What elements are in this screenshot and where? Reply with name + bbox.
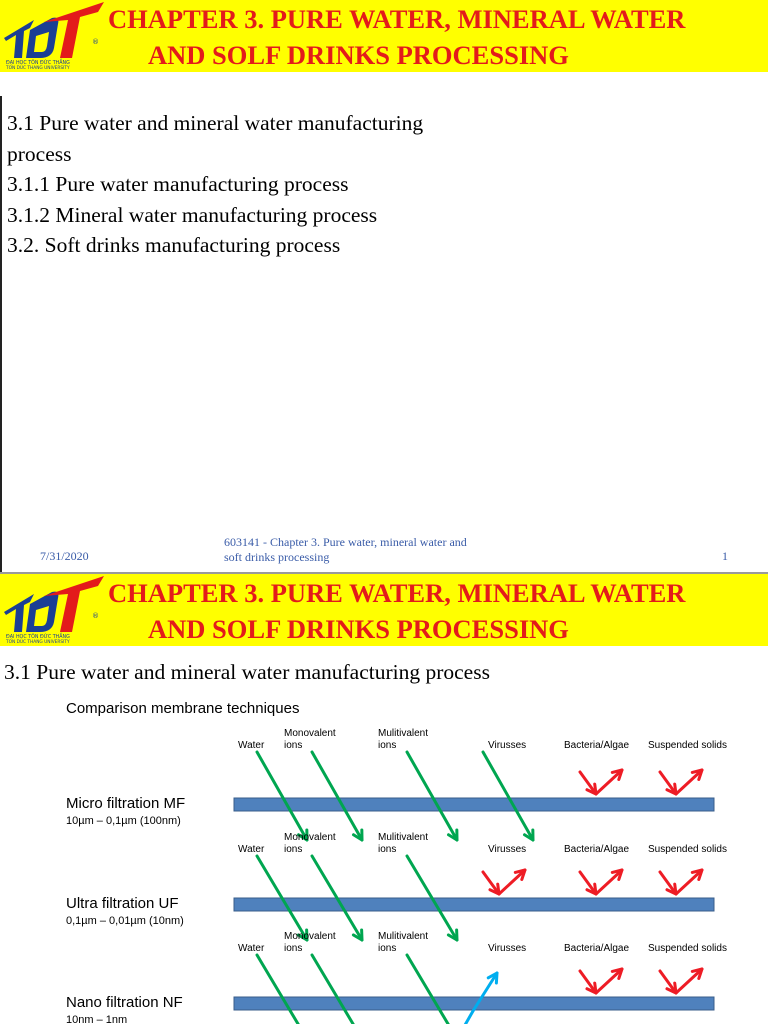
technique-name: Ultra filtration UF	[66, 895, 179, 912]
reject-arrow	[596, 870, 622, 894]
pass-arrow	[257, 955, 307, 1024]
reject-arrow	[596, 770, 622, 794]
svg-text:TON DUC THANG UNIVERSITY: TON DUC THANG UNIVERSITY	[6, 640, 70, 645]
column-label: Suspended solids	[648, 943, 727, 954]
contents-item: process	[7, 141, 72, 166]
column-label: Water	[238, 943, 265, 954]
technique-range: 0,1µm – 0,01µm (10nm)	[66, 915, 184, 927]
university-logo-icon	[0, 574, 108, 646]
contents-list	[7, 108, 527, 261]
svg-text:®: ®	[92, 38, 99, 46]
column-label: ions	[378, 844, 397, 855]
technique-range: 10µm – 0,1µm (100nm)	[66, 815, 181, 827]
slide-title-line-2: AND SOLF DRINKS PROCESSING	[148, 40, 569, 70]
svg-text:TON DUC THANG UNIVERSITY: TON DUC THANG UNIVERSITY	[6, 66, 70, 71]
svg-text:ĐẠI HỌC TÔN ĐỨC THẮNG: ĐẠI HỌC TÔN ĐỨC THẮNG	[6, 61, 70, 66]
membrane-diagram	[50, 692, 768, 1024]
column-label: ions	[284, 740, 303, 751]
reject-arrow	[596, 969, 622, 993]
title-bar	[0, 0, 768, 72]
membrane-comparison-figure	[50, 692, 768, 1024]
left-border	[0, 96, 2, 572]
column-label: Water	[238, 740, 265, 751]
column-label: Virusses	[488, 740, 527, 751]
column-label: Mulitivalent	[378, 832, 429, 843]
contents-item: 3.1.1 Pure water manufacturing process	[7, 172, 349, 196]
column-label: Mulitivalent	[378, 728, 429, 739]
membrane-bar	[234, 898, 714, 911]
reject-arrow	[499, 870, 525, 894]
partial-pass-line	[465, 1011, 473, 1024]
contents-item: 3.1.2 Mineral water manufacturing process	[7, 202, 378, 227]
pass-arrow	[407, 752, 457, 840]
column-label: Virusses	[488, 943, 527, 954]
figure-title: Comparison membrane techniques	[66, 700, 300, 717]
pass-arrow	[483, 752, 533, 840]
column-label: Virusses	[488, 844, 527, 855]
footer-course-line-2: soft drinks processing	[224, 549, 330, 564]
reject-arrow	[676, 969, 702, 993]
pass-arrow	[312, 955, 362, 1024]
slide-title-line-1: CHAPTER 3. PURE WATER, MINERAL WATER	[108, 4, 686, 34]
column-label: Bacteria/Algae	[564, 740, 630, 751]
section-heading: 3.1 Pure water and mineral water manufacturing process	[4, 660, 490, 684]
column-label: Mulitivalent	[378, 931, 429, 942]
column-label: Water	[238, 844, 265, 855]
reject-arrow	[676, 770, 702, 794]
column-label: ions	[284, 844, 303, 855]
column-label: Monovalent	[284, 832, 336, 843]
column-label: ions	[378, 943, 397, 954]
membrane-bar	[234, 798, 714, 811]
footer-course-line-1: 603141 - Chapter 3. Pure water, mineral water and	[224, 535, 467, 549]
column-label: Suspended solids	[648, 844, 727, 855]
column-label: ions	[284, 943, 303, 954]
column-label: Suspended solids	[648, 740, 727, 751]
column-label: Bacteria/Algae	[564, 943, 630, 954]
pass-arrow	[257, 752, 307, 840]
footer-date: 7/31/2020	[40, 549, 89, 563]
slide-title-line-1: CHAPTER 3. PURE WATER, MINERAL WATER	[108, 578, 686, 608]
svg-text:ĐẠI HỌC TÔN ĐỨC THẮNG: ĐẠI HỌC TÔN ĐỨC THẮNG	[6, 635, 70, 640]
column-label: Monovalent	[284, 728, 336, 739]
column-label: Monovalent	[284, 931, 336, 942]
svg-text:®: ®	[92, 612, 99, 620]
technique-name: Nano filtration NF	[66, 994, 183, 1011]
technique-name: Micro filtration MF	[66, 795, 186, 812]
column-label: ions	[378, 740, 397, 751]
university-logo-icon	[0, 0, 108, 72]
pass-arrow	[312, 752, 362, 840]
technique-range: 10nm – 1nm	[66, 1014, 128, 1024]
pass-arrow	[407, 955, 457, 1024]
contents-item: 3.1 Pure water and mineral water manufacturing	[7, 111, 424, 135]
column-label: Bacteria/Algae	[564, 844, 630, 855]
footer-page-number: 1	[722, 549, 728, 563]
slide-title-line-2: AND SOLF DRINKS PROCESSING	[148, 614, 569, 644]
footer-course	[224, 535, 514, 564]
reject-arrow	[676, 870, 702, 894]
contents-item: 3.2. Soft drinks manufacturing process	[7, 233, 341, 257]
title-bar	[0, 574, 768, 646]
slide-2	[0, 574, 768, 1024]
